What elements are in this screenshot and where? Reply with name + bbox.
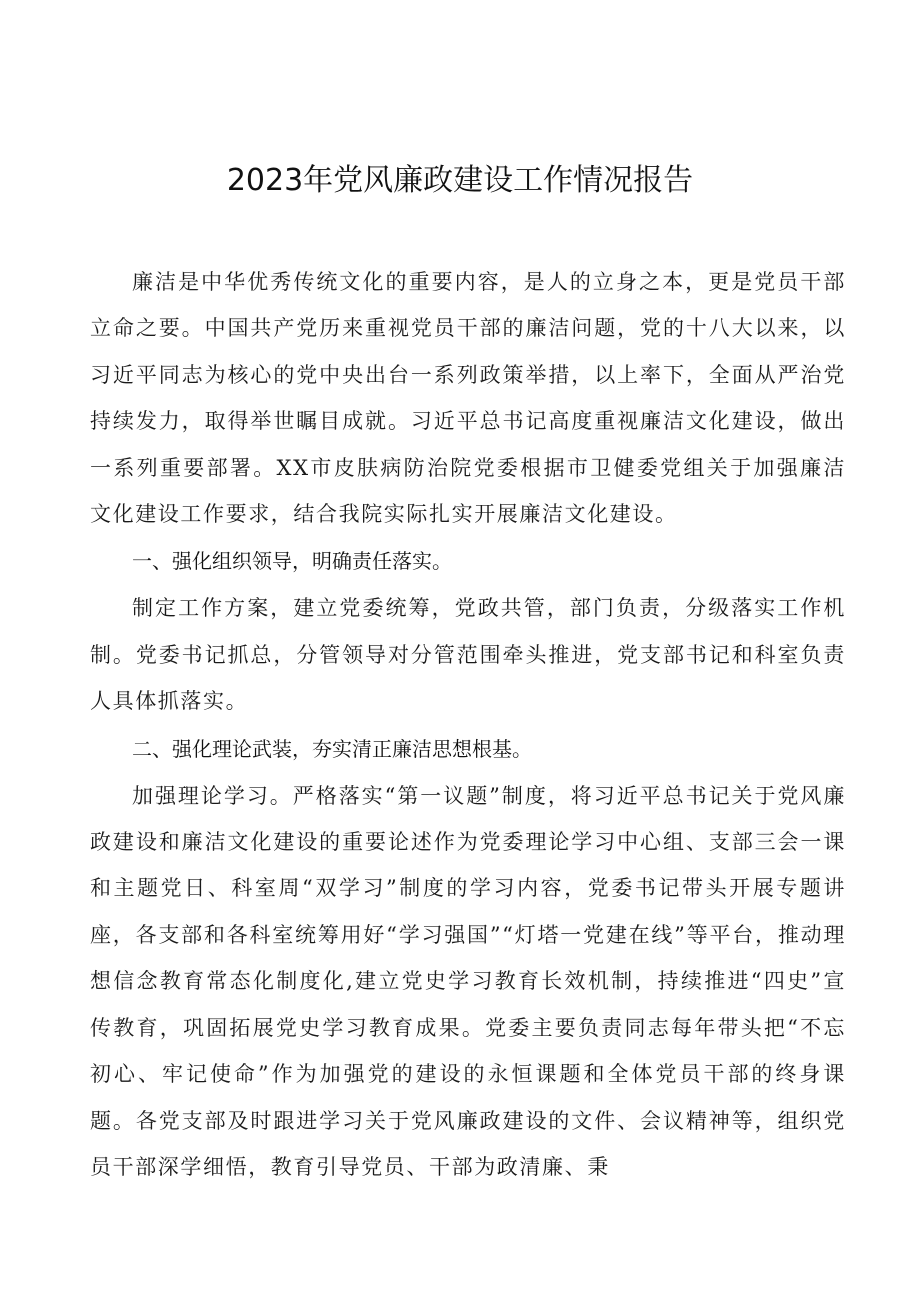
section-heading-2: 二、强化理论武装，夯实清正廉洁思想根基。: [132, 736, 532, 761]
section-2-paragraph: 加强理论学习。严格落实“第一议题”制度，将习近平总书记关于党风廉政建设和廉洁文化建设的重要论述作为党委理论学习中心组、支部三会一课和主题党日、科室周“双学习”制度的学习内容，党委书记带头开展专题讲座，各支部和各科室统筹用好“学习强国”“灯塔一党建在线”等平台，推动理想信念教育常态化制度化,建立党史学习教育长效机制，持续推进“四史”宣传教育，巩固拓展党史学习教育成果。党委主要负责同志每年带头把“不忘初心、牢记使命”作为加强党的建设的永恒课题和全体党员干部的终身课题。各党支部及时跟进学习关于党风廉政建设的文件、会议精神等，组织党员干部深学细悟，教育引导党员、干部为政清廉、秉: [90, 783, 846, 1179]
document-body: [90, 259, 846, 1190]
intro-paragraph: 廉洁是中华优秀传统文化的重要内容，是人的立身之本，更是党员干部立命之要。中国共产党历来重视党员干部的廉洁问题，党的十八大以来，以习近平同志为核心的党中央出台一系列政策举措，以上率下，全面从严治党持续发力，取得举世瞩目成就。习近平总书记高度重视廉洁文化建设，做出一系列重要部署。XX市皮肤病防治院党委根据市卫健委党组关于加强廉洁文化建设工作要求，结合我院实际扎实开展廉洁文化建设。: [90, 270, 846, 527]
document-title: 2023年党风廉政建设工作情况报告: [226, 163, 694, 198]
section-heading-1: 一、强化组织领导，明确责任落实。: [132, 549, 452, 574]
section-1-paragraph: 制定工作方案，建立党委统筹，党政共管，部门负责，分级落实工作机制。党委书记抓总，分管领导对分管范围牵头推进，党支部书记和科室负责人具体抓落实。: [90, 596, 846, 714]
